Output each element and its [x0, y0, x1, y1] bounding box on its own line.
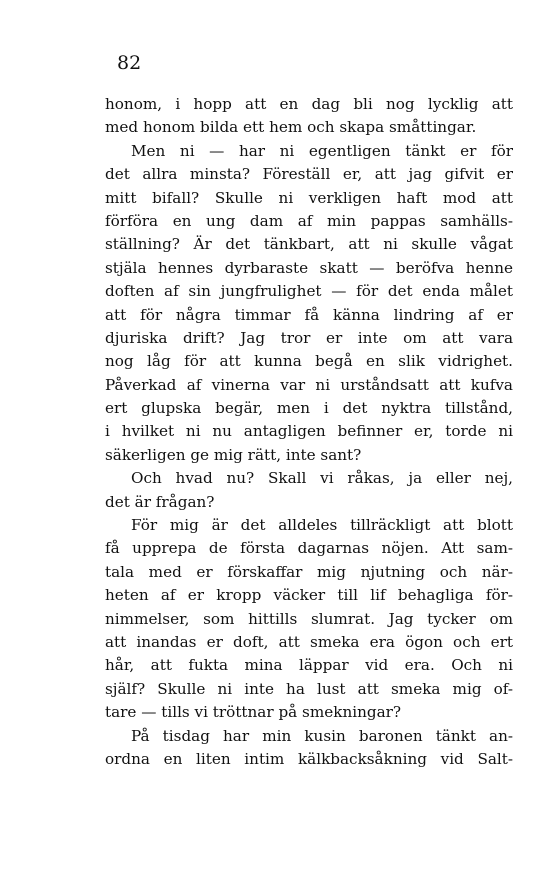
text-line: det allra minsta? Föreställ er, att jag gifvit er [105, 165, 513, 184]
text-line: ert glupska begär, men i det nyktra tillstånd, [105, 399, 513, 418]
text-line: hår, att fukta mina läppar vid era. Och ni [105, 656, 513, 675]
body-text [105, 93, 513, 771]
text-line: ställning? Är det tänkbart, att ni skulle vågat [105, 235, 513, 254]
text-line: säkerligen ge mig rätt, inte sant? [105, 445, 362, 464]
text-line: djuriska drift? Jag tror er inte om att vara [105, 328, 513, 347]
text-line: tala med er förskaffar mig njutning och när- [105, 562, 513, 581]
text-line: det är frågan? [105, 492, 215, 511]
text-line: Och hvad nu? Skall vi råkas, ja eller nej, [131, 469, 513, 488]
page-number: 82 [117, 52, 142, 74]
text-line: få upprepa de första dagarnas nöjen. Att sam- [105, 539, 513, 558]
text-line: Men ni — har ni egentligen tänkt er för [131, 141, 513, 160]
text-line: heten af er kropp väcker till lif behagliga för- [105, 586, 513, 605]
text-line: Påverkad af vinerna var ni urståndsatt att kufva [105, 375, 513, 394]
text-line: För mig är det alldeles tillräckligt att blott [131, 516, 513, 535]
text-line: i hvilket ni nu antagligen befinner er, torde ni [105, 422, 513, 441]
text-line: ordna en liten intim kälkbacksåkning vid Salt- [105, 749, 513, 768]
text-line: nimmelser, som hittills slumrat. Jag tycker om [105, 609, 513, 628]
text-line: med honom bilda ett hem och skapa småttingar. [105, 118, 477, 137]
text-line: tare — tills vi tröttnar på smekningar? [105, 703, 402, 722]
text-line: På tisdag har min kusin baronen tänkt an- [131, 726, 513, 745]
text-line: förföra en ung dam af min pappas samhälls- [105, 211, 513, 230]
text-line: att inandas er doft, att smeka era ögon och ert [105, 632, 513, 651]
text-line: stjäla hennes dyrbaraste skatt — beröfva henne [105, 258, 513, 277]
text-line: honom, i hopp att en dag bli nog lycklig att [105, 95, 513, 113]
text-line: själf? Skulle ni inte ha lust att smeka mig of- [105, 679, 513, 698]
text-line: doften af sin jungfrulighet — för det enda målet [105, 282, 513, 301]
text-line: nog låg för att kunna begå en slik vidrighet. [105, 352, 513, 371]
text-line: mitt bifall? Skulle ni verkligen haft mod att [105, 188, 513, 207]
text-line: att för några timmar få känna lindring af er [105, 305, 513, 324]
